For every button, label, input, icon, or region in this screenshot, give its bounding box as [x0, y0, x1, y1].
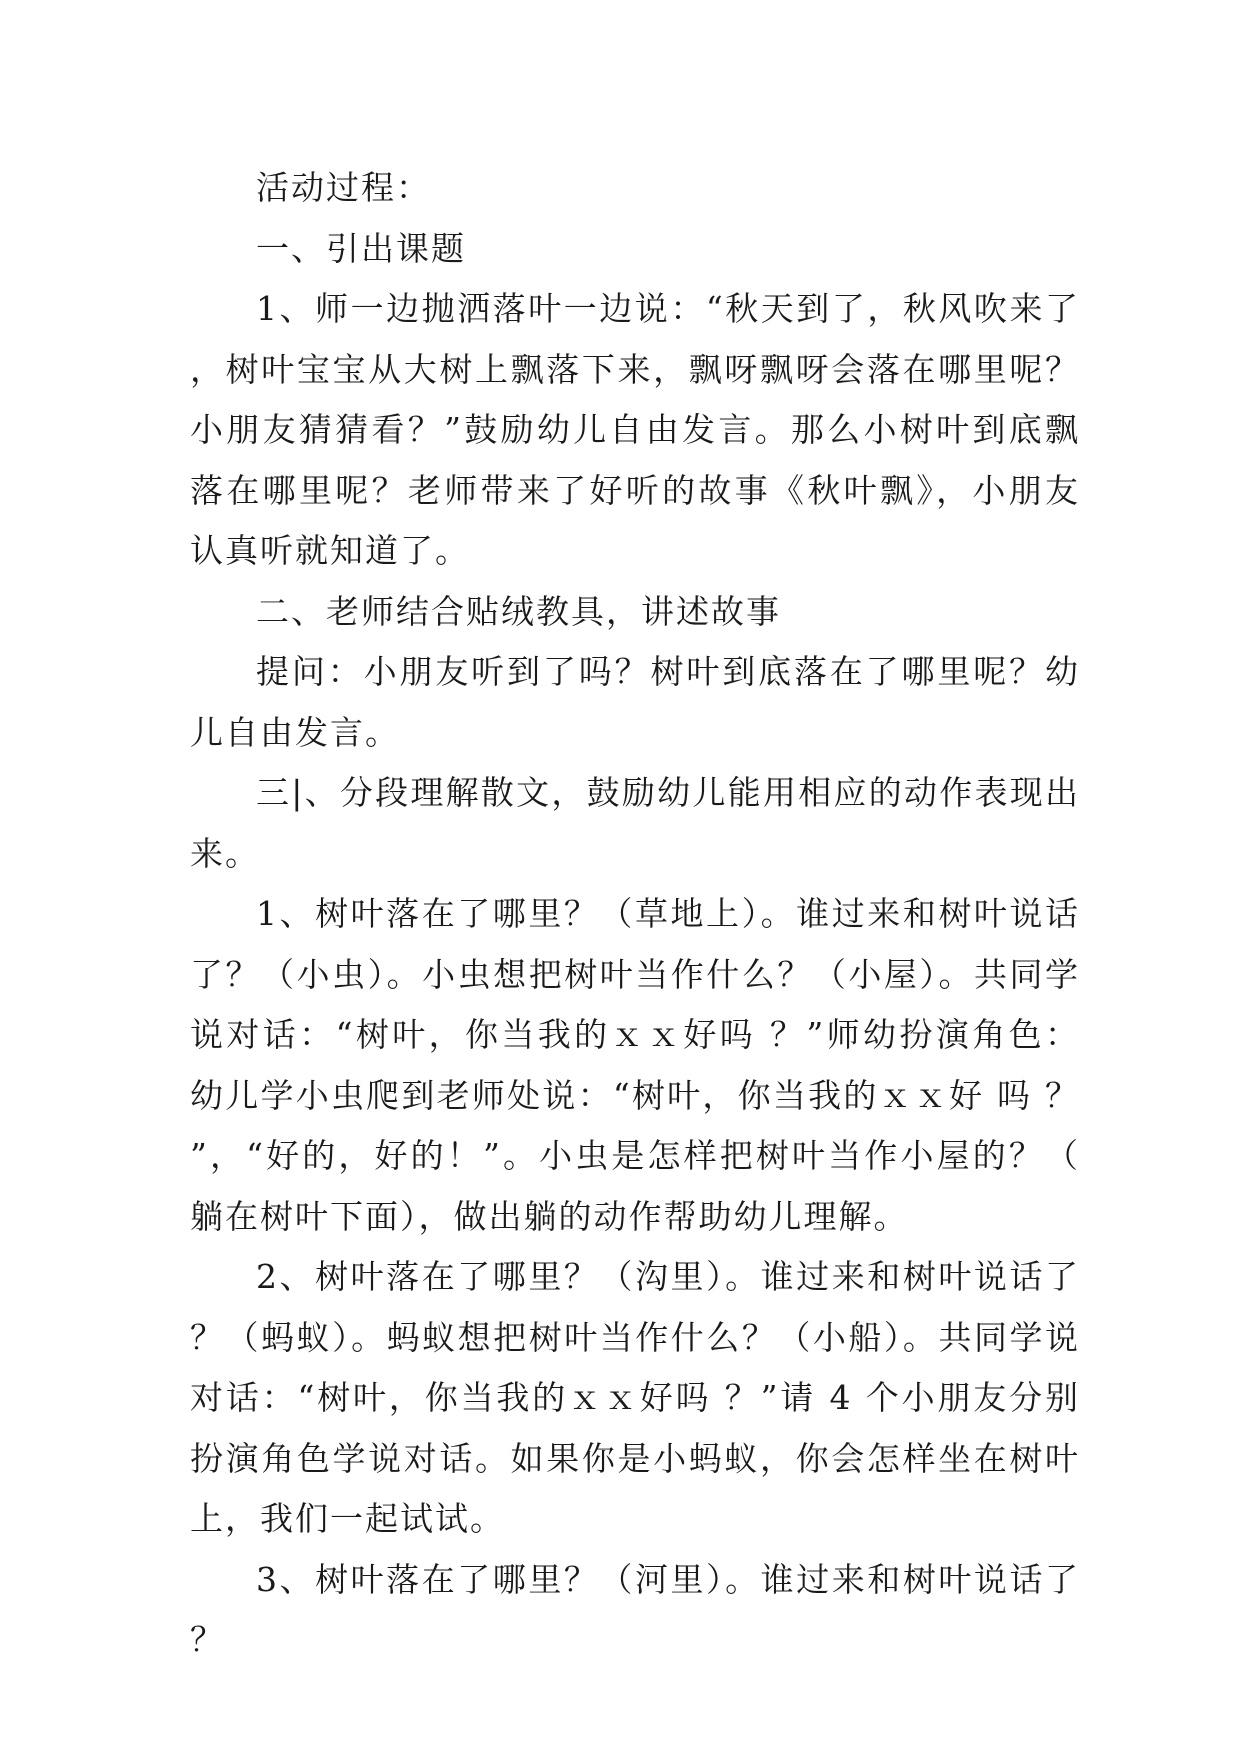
- section-heading-tell-story: 二、老师结合贴绒教具，讲述故事: [256, 591, 781, 631]
- section-heading-activity-process: 活动过程：: [256, 168, 431, 207]
- section-heading-understand-prose: 三|、分段理解散文，鼓励幼儿能用相应的动作表现出来。: [190, 773, 1080, 873]
- document-body: [190, 158, 1080, 1671]
- paragraph-question: 提问：小朋友听到了吗？树叶到底落在了哪里呢？幼儿自由发言。: [190, 652, 1080, 752]
- paragraph-step-1-intro: 1、师一边抛洒落叶一边说：“秋天到了，秋风吹来了，树叶宝宝从大树上飘落下来，飘呀飘呀会落在哪里呢？小朋友猜猜看？”鼓励幼儿自由发言。那么小树叶到底飘落在哪里呢？老师带来了好听的故事《秋叶飘》，小朋友认真听就知道了。: [190, 289, 1080, 570]
- paragraph-part-3-river: 3、树叶落在了哪里？（河里）。谁过来和树叶说话了？: [190, 1559, 1080, 1659]
- section-heading-introduce-topic: 一、引出课题: [256, 228, 466, 268]
- paragraph-part-2-ditch: 2、树叶落在了哪里？（沟里）。谁过来和树叶说话了？（蚂蚁）。蚂蚁想把树叶当作什么？（小船）。共同学说对话：“树叶，你当我的ｘｘ好吗 ？”请 4 个小朋友分别扮演角色学说对话。如果你是小蚂蚁，你会怎样坐在树叶上，我们一起试试。: [190, 1257, 1080, 1538]
- paragraph-part-1-grass: 1、树叶落在了哪里？（草地上）。谁过来和树叶说话了？（小虫）。小虫想把树叶当作什么？（小屋）。共同学说对话：“树叶，你当我的ｘｘ好吗 ？”师幼扮演角色：幼儿学小虫爬到老师处说：“树叶，你当我的ｘｘ好 吗 ？”，“好的，好的！”。小虫是怎样把树叶当作小屋的？（躺在树叶下面），做出躺的动作帮助幼儿理解。: [190, 894, 1080, 1236]
